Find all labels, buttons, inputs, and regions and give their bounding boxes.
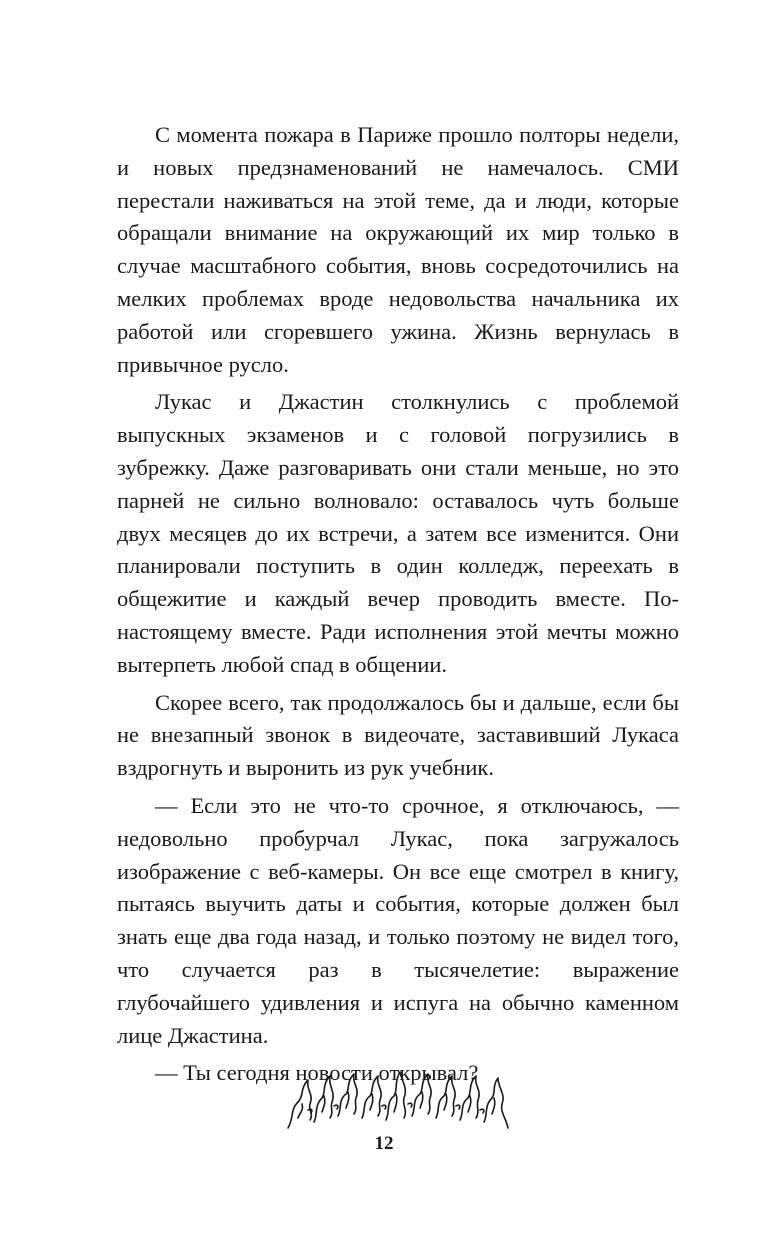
paragraph-5: — Ты сегодня новости открывал? bbox=[155, 1060, 479, 1086]
flames-ornament-icon bbox=[284, 1066, 512, 1132]
paragraph-1: С момента пожара в Париже прошло полторы недели, и новых предзнаменований не намечалось. СМИ перестали наживаться на этой теме, да и люди, которые обращали внимание на окружающий их мир только в случае масштабного события, вновь сосредоточились на мелких проблемах вроде недовольства начальника их работой или сгоревшего ужина. Жизнь вернулась в привычное русло. bbox=[117, 122, 679, 377]
paragraph-3: Скорее всего, так продолжалось бы и дальше, если бы не внезапный звонок в видеочате, заставивший Лукаса вздрогнуть и выронить из рук учебник. bbox=[117, 689, 679, 781]
page-number: 12 bbox=[374, 1133, 394, 1154]
body-text bbox=[117, 119, 679, 1095]
paragraph-2: Лукас и Джастин столкнулись с проблемой выпускных экзаменов и с головой погрузились в зубрежку. Даже разговаривать они стали меньше, но это парней не сильно волновало: оставалось чуть больше двух месяцев до их встречи, а затем все изменится. Они планировали поступить в один колледж, переехать в общежитие и каждый вечер проводить вместе. По-настоящему вместе. Ради исполнения этой мечты можно вытерпеть любой спад в общении. bbox=[117, 389, 679, 677]
paragraph-4: — Если это не что-то срочное, я отключаюсь, — недовольно пробурчал Лукас, пока загружалось изображение с веб-камеры. Он все еще смотрел в книгу, пытаясь выучить даты и события, которые должен был знать еще два года назад, и только поэтому не видел того, что случается раз в тысячелетие: выражение глубочайшего удивления и испуга на обычно каменном лице Джастина. bbox=[117, 792, 679, 1048]
